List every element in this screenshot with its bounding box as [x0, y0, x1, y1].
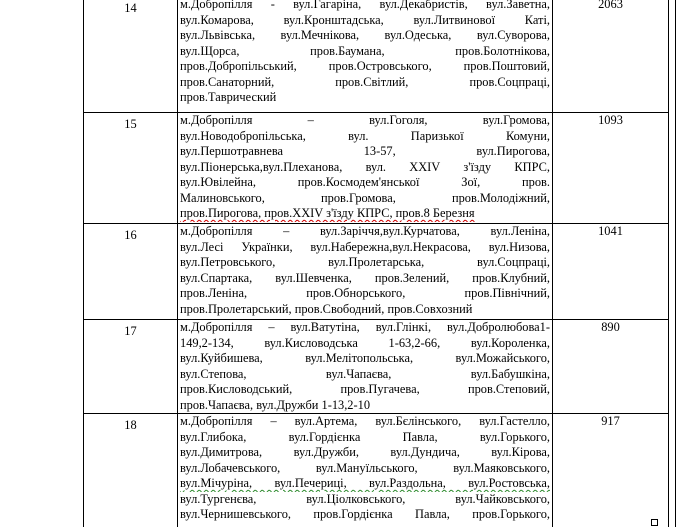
address-line: вул.Піонерська,вул.Плеханова, вул. XXIV з'їзду КПРС,: [180, 159, 550, 174]
table-row: [84, 414, 669, 527]
district-number: 17: [84, 320, 178, 414]
address-line: пров.Санаторний, пров.Світлий, пров.Соцпраці,: [180, 74, 550, 89]
address-line: вул.Львівська, вул.Мечнікова, вул.Одеська, вул.Суворова,: [180, 28, 550, 42]
address-line: м.Добропілля – вул.Заріччя,вул.Курчатова, вул.Леніна,: [180, 224, 550, 238]
voter-count: 2063: [553, 0, 669, 113]
address-line: вул.Тургенєва, вул.Ціолковського, вул.Чайковського,: [180, 491, 550, 506]
page-right-border: [675, 0, 676, 527]
address-line: вул.Степова, вул.Чапаєва, вул.Бабушкіна,: [180, 366, 550, 381]
district-number: 16: [84, 224, 178, 320]
address-line: м.Добропілля – вул.Артема, вул.Бєлінського, вул.Гастелло,: [180, 414, 550, 428]
resize-handle[interactable]: [651, 519, 658, 526]
address-line: вул.Чернишевського, пров.Гордієнка Павла, пров.Горького,: [180, 507, 550, 521]
address-line: 149,2-134, вул.Кисловодська 1-63,2-66, вул.Короленка,: [180, 335, 550, 350]
address-line: вул.Куйбишева, вул.Мелітопольська, вул.Можайського,: [180, 351, 550, 365]
table-row: [84, 0, 669, 113]
address-line: вул.Ювілейна, пров.Космодем'янської Зої, пров.: [180, 175, 550, 189]
address-line: вул.Петровського, вул.Пролетарська, вул.Соцпраці,: [180, 255, 550, 269]
table-row: [84, 113, 669, 224]
address-line: пров.Таврический: [180, 90, 277, 104]
address-list: [178, 414, 553, 527]
district-table: [83, 0, 669, 527]
address-line: пров.Чапаєва, вул.Дружби 1-13,2-10: [180, 397, 371, 412]
voter-count: 1093: [553, 113, 669, 224]
address-line: вул.Глибока, вул.Гордієнка Павла, вул.Горького,: [180, 429, 550, 444]
address-line: вул.Спартака, вул.Шевченка, пров.Зелений, пров.Клубний,: [180, 270, 550, 285]
table-row: [84, 224, 669, 320]
voter-count: 1041: [553, 224, 669, 320]
address-line: вул.Димитрова, вул.Дружби, вул.Дундича, вул.Кірова,: [180, 445, 550, 459]
address-list: [178, 320, 553, 414]
address-line: вул.Лесі Українки, вул.Набережна,вул.Некрасова, вул.Низова,: [180, 239, 550, 254]
address-line: вул.Мічуріна, вул.Печериці, вул.Раздольна, вул.Ростовська,: [180, 476, 550, 490]
address-list: [178, 0, 553, 113]
district-number: 18: [84, 414, 178, 527]
address-list: [178, 224, 553, 320]
address-line: Малиновського, пров.Громова, пров.Молодіжний,: [180, 190, 550, 205]
address-line: вул.Щорса, пров.Баумана, пров.Болотнікова,: [180, 43, 550, 58]
address-line: пров.Кисловодський, пров.Пугачева, пров.Степовий,: [180, 382, 550, 396]
address-line: пров.Леніна, пров.Обнорського, пров.Північний,: [180, 286, 550, 300]
address-line: вул.Новодобропільська, вул. Паризької Комуни,: [180, 128, 550, 143]
address-line: м.Добропілля – вул.Гоголя, вул.Громова,: [180, 113, 550, 127]
table-row: [84, 320, 669, 414]
address-line: вул.Першотравнева 13-57, вул.Пирогова,: [180, 144, 550, 158]
address-line: пров.Добропільський, пров.Островського, пров.Поштовий,: [180, 59, 550, 73]
voter-count: 917: [553, 414, 669, 527]
address-line: м.Добропілля – вул.Ватутіна, вул.Глінкі, вул.Добролюбова1-: [180, 320, 550, 334]
voter-count: 890: [553, 320, 669, 414]
district-number: 15: [84, 113, 178, 224]
address-list: [178, 113, 553, 224]
address-line: вул.Комарова, вул.Кронштадська, вул.Литвинової Каті,: [180, 12, 550, 27]
address-line: пров.Пролетарський, пров.Свободний, пров.Совхозний: [180, 301, 473, 316]
address-line: пров.Пирогова, пров.XXIV з'їзду КПРС, пров.8 Березня: [180, 206, 475, 220]
address-line: м.Добропілля - вул.Гагаріна, вул.Декабристів, вул.Заветна,: [180, 0, 550, 11]
district-number: 14: [84, 0, 178, 113]
address-line: вул.Лобачевського, вул.Мануїльського, вул.Маяковського,: [180, 460, 550, 475]
